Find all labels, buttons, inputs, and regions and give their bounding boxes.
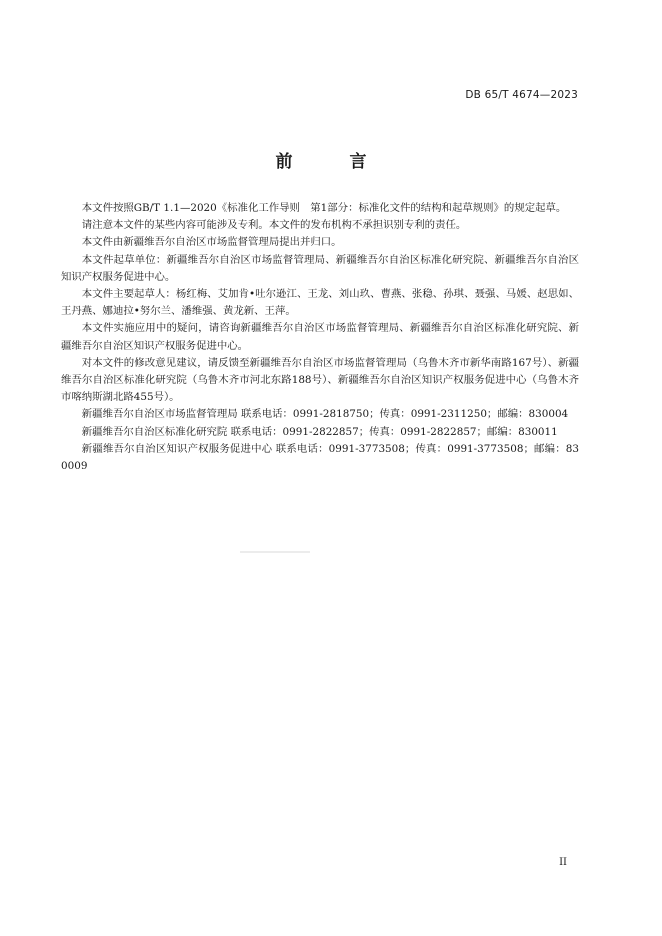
contact-standardization-institute: 新疆维吾尔自治区标准化研究院 联系电话：0991-2822857；传真：0991-2822857；邮编：830011 [81, 425, 558, 438]
paragraph-inquiries: 本文件实施应用中的疑问，请咨询新疆维吾尔自治区市场监督管理局、新疆维吾尔自治区标准化研究院、新疆维吾尔自治区知识产权服务促进中心。 [61, 322, 579, 352]
paragraph-patent-notice: 请注意本文件的某些内容可能涉及专利。本文件的发布机构不承担识别专利的责任。 [81, 219, 467, 232]
document-body [61, 200, 579, 475]
paragraph-drafting-rules: 本文件按照GB/T 1.1—2020《标准化工作导则 第1部分：标准化文件的结构和起草规则》的规定起草。 [81, 202, 567, 214]
paragraph-proposer: 本文件由新疆维吾尔自治区市场监督管理局提出并归口。 [81, 236, 342, 249]
paragraph-drafters: 本文件主要起草人：杨红梅、艾加肯•吐尔逊江、王龙、刘山玖、曹燕、张稳、孙琪、聂强、马媛、赵思如、王丹燕、娜迪拉•努尔兰、潘维强、黄龙新、王萍。 [61, 288, 579, 318]
document-code: DB 65/T 4674—2023 [465, 89, 578, 101]
contact-ip-center: 新疆维吾尔自治区知识产权服务促进中心 联系电话：0991-3773508；传真：0991-3773508；邮编：830009 [61, 442, 579, 473]
paragraph-drafting-units: 本文件起草单位：新疆维吾尔自治区市场监督管理局、新疆维吾尔自治区标准化研究院、新疆维吾尔自治区知识产权服务促进中心。 [61, 253, 579, 283]
paragraph-feedback: 对本文件的修改意见建议，请反馈至新疆维吾尔自治区市场监督管理局（乌鲁木齐市新华南路167号）、新疆维吾尔自治区标准化研究院（乌鲁木齐市河北东路188号）、新疆维吾尔自治区知识产权服务促进中心（乌鲁木齐市喀纳斯湖北路455号）。 [61, 356, 579, 404]
scan-artifact [240, 551, 310, 553]
page-title: 前 言 [275, 152, 387, 172]
contact-market-supervision: 新疆维吾尔自治区市场监督管理局 联系电话：0991-2818750；传真：0991-2311250；邮编：830004 [81, 408, 569, 421]
page-number: II [559, 857, 567, 868]
